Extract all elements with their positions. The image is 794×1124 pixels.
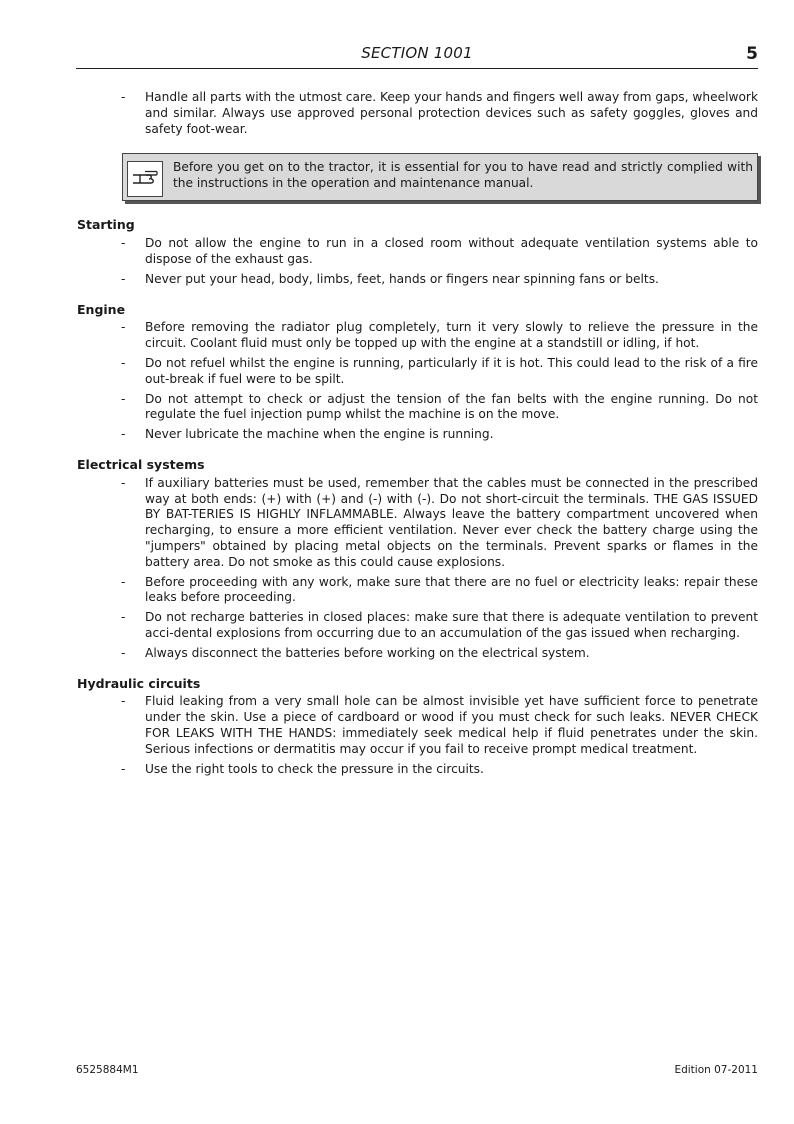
- bullet-dash: -: [121, 391, 126, 406]
- list-item: [77, 392, 758, 424]
- bullet-list: [77, 476, 758, 662]
- list-item-text: Do not recharge batteries in closed places: make sure that there is adequate ventilation to prevent acci-dental explosions from occurring due to an accumulation of the gas issued when recharging.: [145, 610, 758, 640]
- list-item-text: If auxiliary batteries must be used, remember that the cables must be connected in the prescribed way at both ends: (+) with (+) and (-) with (-). Do not short-circuit the terminals. THE GAS ISSUED BY BAT-TERIES IS HIGHLY INFLAMMABLE. Always leave the battery compartment uncovered when recharging, to ensure a more efficient ventilation. Never ever check the battery charge using the "jumpers" obtained by placing metal objects on the terminals. Prevent sparks or flames in the battery area. Do not smoke as this could cause explosions.: [145, 475, 758, 569]
- document-code: 6525884M1: [76, 1064, 139, 1076]
- bullet-dash: -: [121, 645, 126, 660]
- list-item: [77, 646, 758, 662]
- section-engine: [77, 302, 758, 443]
- list-item: [77, 575, 758, 607]
- section-electrical-systems: [77, 457, 758, 662]
- bullet-dash: -: [121, 355, 126, 370]
- bullet-dash: -: [121, 475, 126, 490]
- section-heading: Electrical systems: [77, 456, 205, 472]
- list-item-text: Never put your head, body, limbs, feet, hands or fingers near spinning fans or belts.: [145, 271, 659, 286]
- pointing-hand-icon: [127, 161, 163, 197]
- section-starting: [77, 217, 758, 287]
- bullet-dash: -: [121, 90, 126, 104]
- bullet-dash: -: [121, 574, 126, 589]
- list-item-text: Handle all parts with the utmost care. Keep your hands and fingers well away from gaps, wheelwork and similar. Always use approved personal protection devices such as safety goggles, gloves and safety foot-wear.: [145, 90, 758, 136]
- bullet-dash: -: [121, 271, 126, 286]
- list-item-text: Do not allow the engine to run in a closed room without adequate ventilation systems able to dispose of the exhaust gas.: [145, 236, 758, 266]
- bullet-dash: -: [121, 236, 126, 251]
- list-item: [77, 90, 758, 137]
- intro-list: [77, 90, 758, 137]
- section-heading: Starting: [77, 217, 135, 233]
- note-box: [122, 153, 758, 201]
- list-item: [77, 236, 758, 268]
- list-item-text: Do not attempt to check or adjust the tension of the fan belts with the engine running. Do not regulate the fuel injection pump whilst the machine is on the move.: [145, 391, 758, 422]
- list-item: [77, 320, 758, 352]
- page-header: [76, 42, 758, 69]
- list-item-text: Before removing the radiator plug completely, turn it very slowly to relieve the pressure in the circuit. Coolant fluid must only be topped up with the engine at a standstill or idling, if hot.: [145, 320, 758, 351]
- edition-label: Edition 07-2011: [674, 1064, 758, 1076]
- bullet-dash: -: [121, 610, 126, 625]
- main-content: [77, 90, 758, 781]
- bullet-dash: -: [121, 427, 126, 442]
- list-item-text: Before proceeding with any work, make sure that there are no fuel or electricity leaks: repair these leaks before proceeding.: [145, 574, 758, 605]
- list-item: [77, 356, 758, 388]
- list-item: [77, 272, 758, 288]
- bullet-dash: -: [121, 761, 126, 776]
- page-number: 5: [746, 44, 758, 64]
- bullet-dash: -: [121, 320, 126, 335]
- list-item: [77, 610, 758, 642]
- list-item: [77, 694, 758, 757]
- list-item-text: Fluid leaking from a very small hole can be almost invisible yet have sufficient force to penetrate under the skin. Use a piece of cardboard or wood if you must check for such leaks. NEVER CHECK FOR LEAKS WITH THE HANDS: immediately seek medical help if fluid penetrates under the skin. Serious infections or dermatitis may occur if you fail to receive prompt medical treatment.: [145, 694, 758, 756]
- bullet-list: [77, 320, 758, 443]
- section-heading: Engine: [77, 301, 126, 317]
- list-item: [77, 427, 758, 443]
- section-heading: Hydraulic circuits: [77, 675, 201, 691]
- list-item-text: Never lubricate the machine when the engine is running.: [145, 427, 494, 442]
- section-title: SECTION 1001: [361, 44, 473, 62]
- list-item: [77, 762, 758, 778]
- list-item-text: Always disconnect the batteries before working on the electrical system.: [145, 645, 590, 660]
- list-item-text: Use the right tools to check the pressure in the circuits.: [145, 761, 484, 776]
- bullet-list: [77, 694, 758, 777]
- note-text: Before you get on to the tractor, it is essential for you to have read and strictly complied with the instructions in the operation and maintenance manual.: [173, 160, 753, 191]
- bullet-list: [77, 236, 758, 287]
- list-item-text: Do not refuel whilst the engine is running, particularly if it is hot. This could lead to the risk of a fire out-break if fuel were to be spilt.: [145, 355, 758, 386]
- list-item: [77, 476, 758, 571]
- section-hydraulic-circuits: [77, 676, 758, 778]
- bullet-dash: -: [121, 694, 126, 709]
